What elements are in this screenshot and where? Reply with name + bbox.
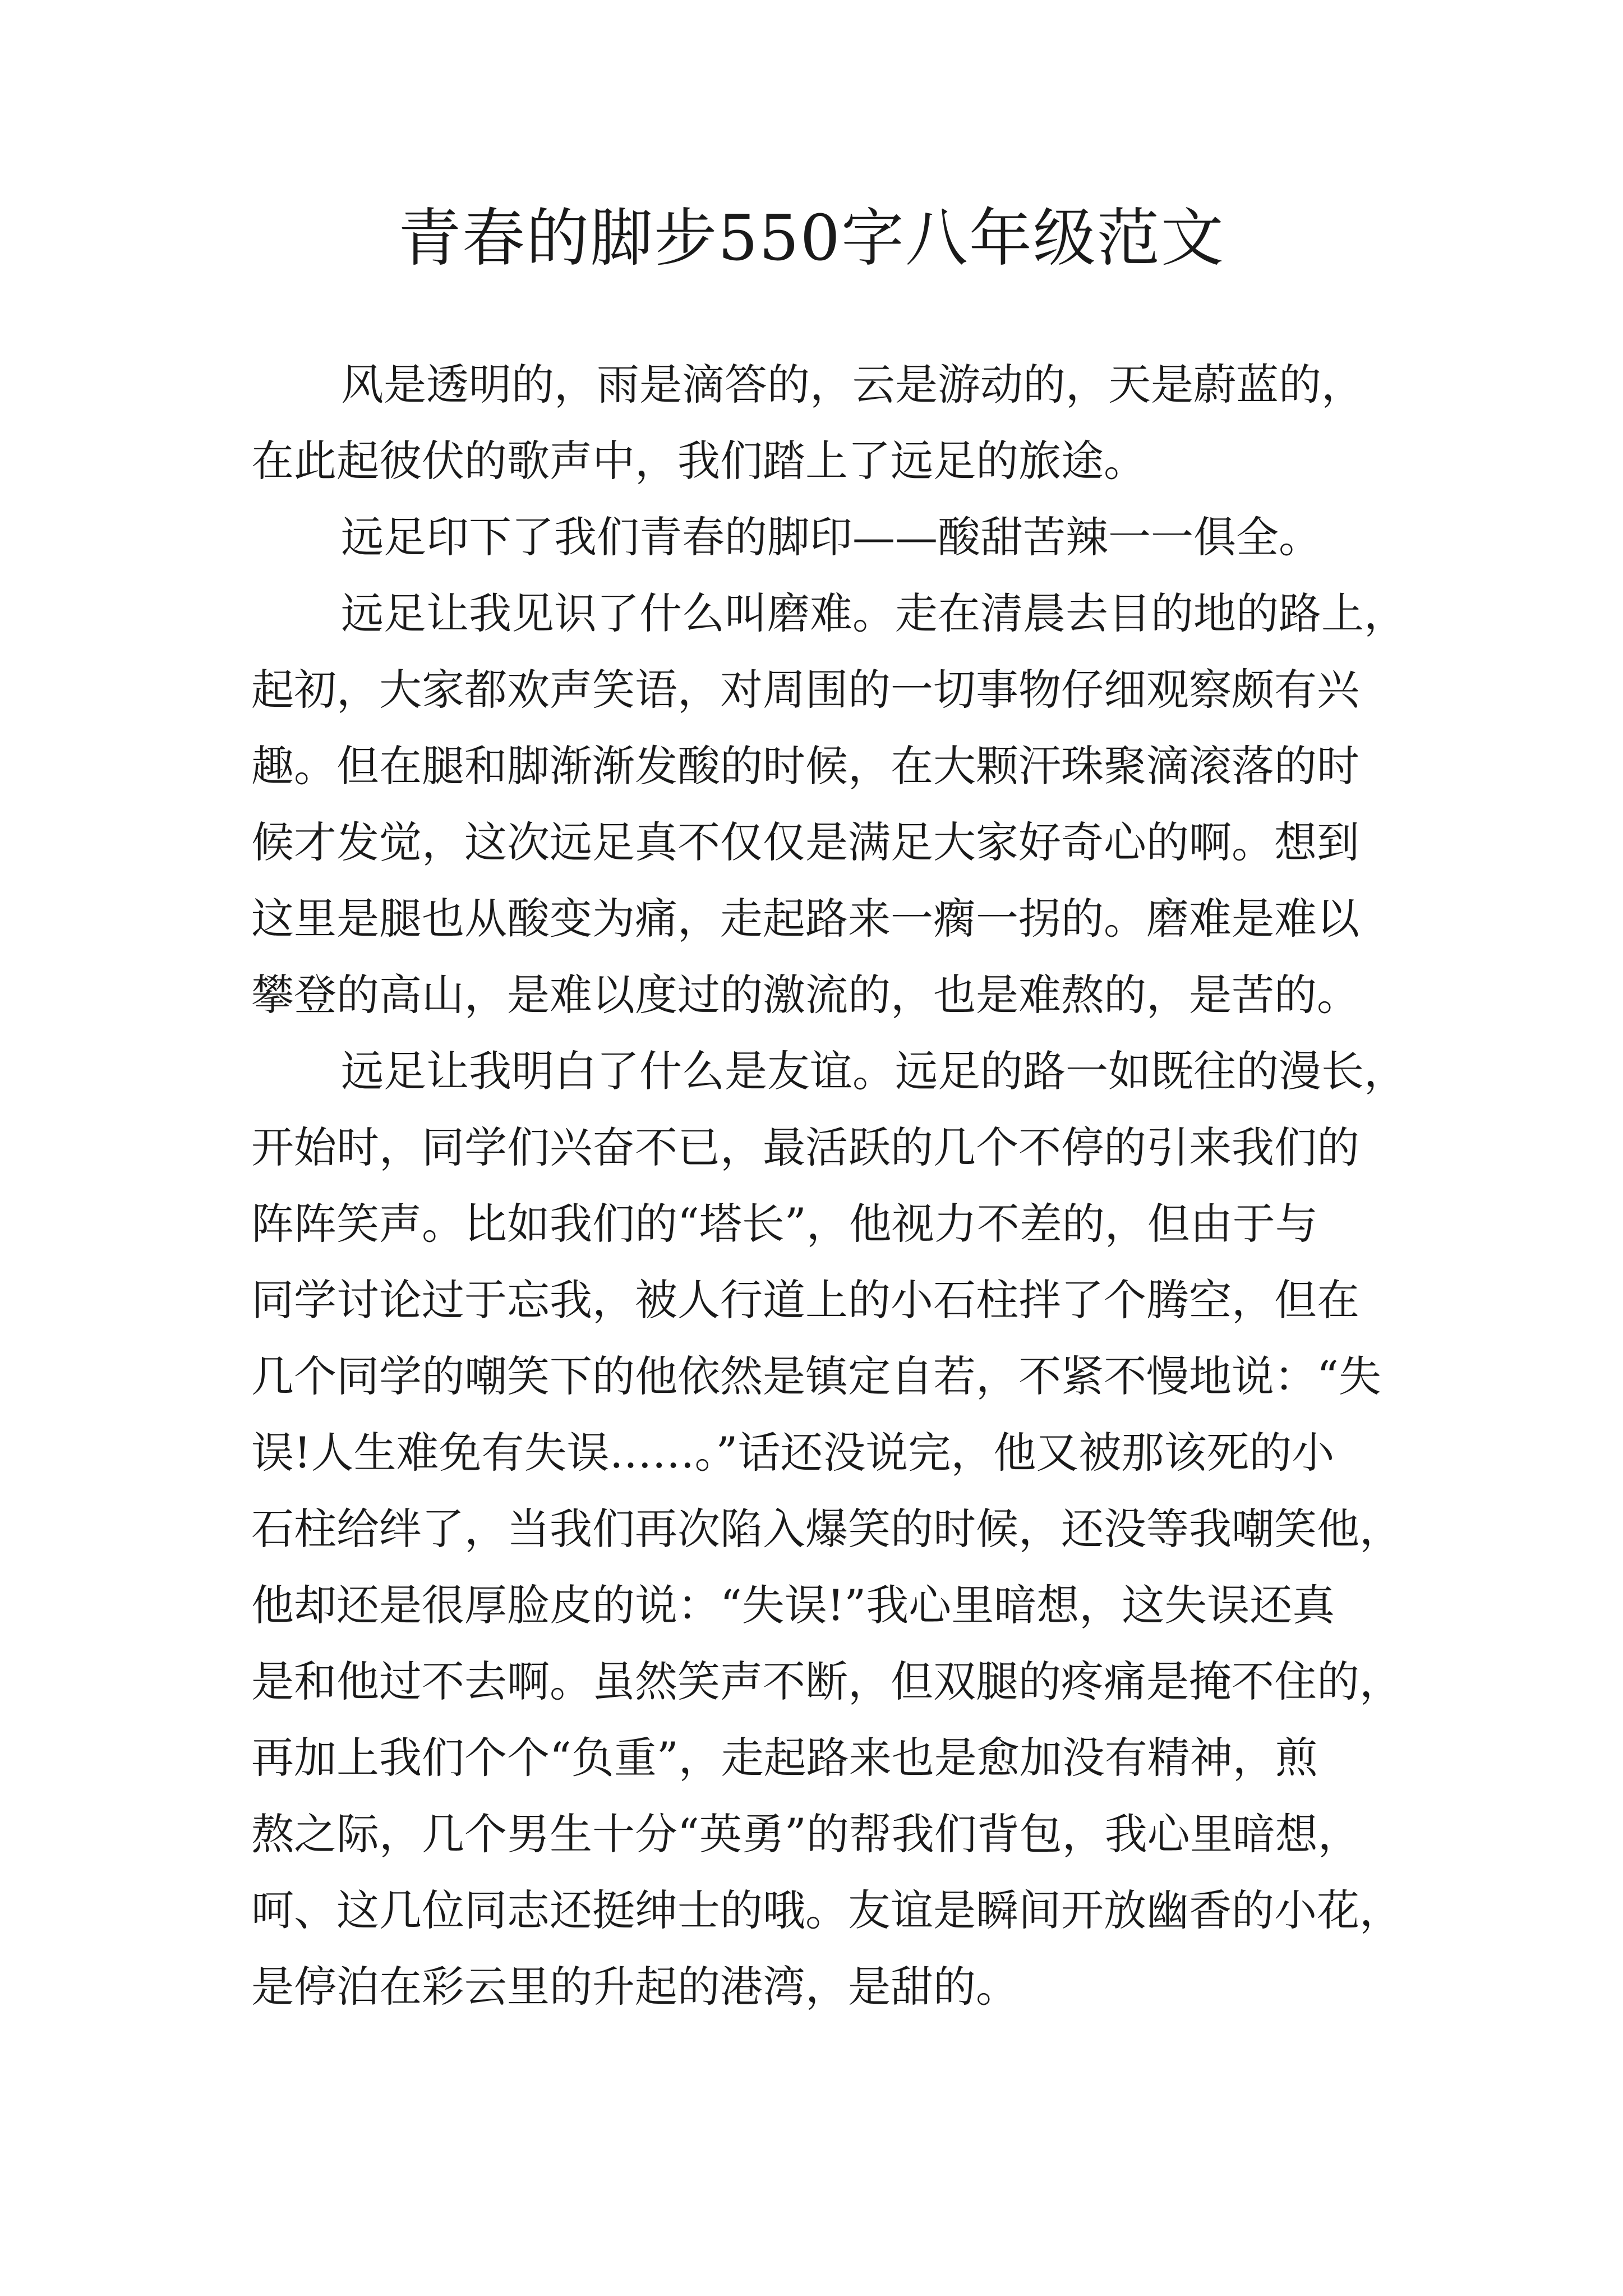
paragraph-line: 同学讨论过于忘我，被人行道上的小石柱拌了个腾空，但在 xyxy=(251,1275,1359,1325)
paragraph-line: 呵、这几位同志还挺绅士的哦。友谊是瞬间开放幽香的小花， xyxy=(251,1885,1402,1935)
document-title: 青春的脚步550字八年级范文 xyxy=(398,202,1225,275)
paragraph-line: 是停泊在彩云里的升起的港湾，是甜的。 xyxy=(251,1962,1018,2012)
paragraph-first-line: 远足让我见识了什么叫磨难。走在清晨去目的地的路上， xyxy=(341,588,1407,638)
paragraph-line: 攀登的高山，是难以度过的激流的，也是难熬的，是苦的。 xyxy=(251,970,1359,1020)
document-body xyxy=(251,347,1409,2025)
paragraph-line: 误!人生难免有失误……。”话还没说完，他又被那该死的小 xyxy=(251,1428,1335,1478)
paragraph-line: 石柱给绊了，当我们再次陷入爆笑的时候，还没等我嘲笑他， xyxy=(251,1504,1402,1554)
paragraph-line: 几个同学的嘲笑下的他依然是镇定自若，不紧不慢地说：“失 xyxy=(251,1351,1381,1401)
paragraph-first-line: 远足让我明白了什么是友谊。远足的路一如既往的漫长， xyxy=(341,1046,1407,1096)
paragraph-line: 再加上我们个个“负重”，走起路来也是愈加没有精神，煎 xyxy=(251,1733,1318,1783)
paragraph-line: 候才发觉，这次远足真不仅仅是满足大家好奇心的啊。想到 xyxy=(251,817,1359,867)
paragraph-first-line: 风是透明的，雨是滴答的，云是游动的，天是蔚蓝的， xyxy=(341,360,1364,409)
paragraph-line: 起初，大家都欢声笑语，对周围的一切事物仔细观察颇有兴 xyxy=(251,665,1359,715)
paragraph-line: 他却还是很厚脸皮的说：“失误!”我心里暗想，这失误还真 xyxy=(251,1580,1335,1630)
paragraph-line: 这里是腿也从酸变为痛，走起路来一瘸一拐的。磨难是难以 xyxy=(251,894,1359,944)
paragraph-line: 在此起彼伏的歌声中，我们踏上了远足的旅途。 xyxy=(251,436,1146,486)
paragraph-line: 趣。但在腿和脚渐渐发酸的时候，在大颗汗珠聚滴滚落的时 xyxy=(251,741,1359,791)
paragraph-line: 开始时，同学们兴奋不已，最活跃的几个不停的引来我们的 xyxy=(251,1122,1359,1172)
paragraph-line: 阵阵笑声。比如我们的“塔长”，他视力不差的，但由于与 xyxy=(251,1199,1318,1249)
paragraph-first-line: 远足印下了我们青春的脚印——酸甜苦辣一一俱全。 xyxy=(341,512,1321,562)
paragraph-line: 熬之际，几个男生十分“英勇”的帮我们背包，我心里暗想， xyxy=(251,1809,1361,1859)
paragraph-line: 是和他过不去啊。虽然笑声不断，但双腿的疼痛是掩不住的， xyxy=(251,1657,1402,1706)
